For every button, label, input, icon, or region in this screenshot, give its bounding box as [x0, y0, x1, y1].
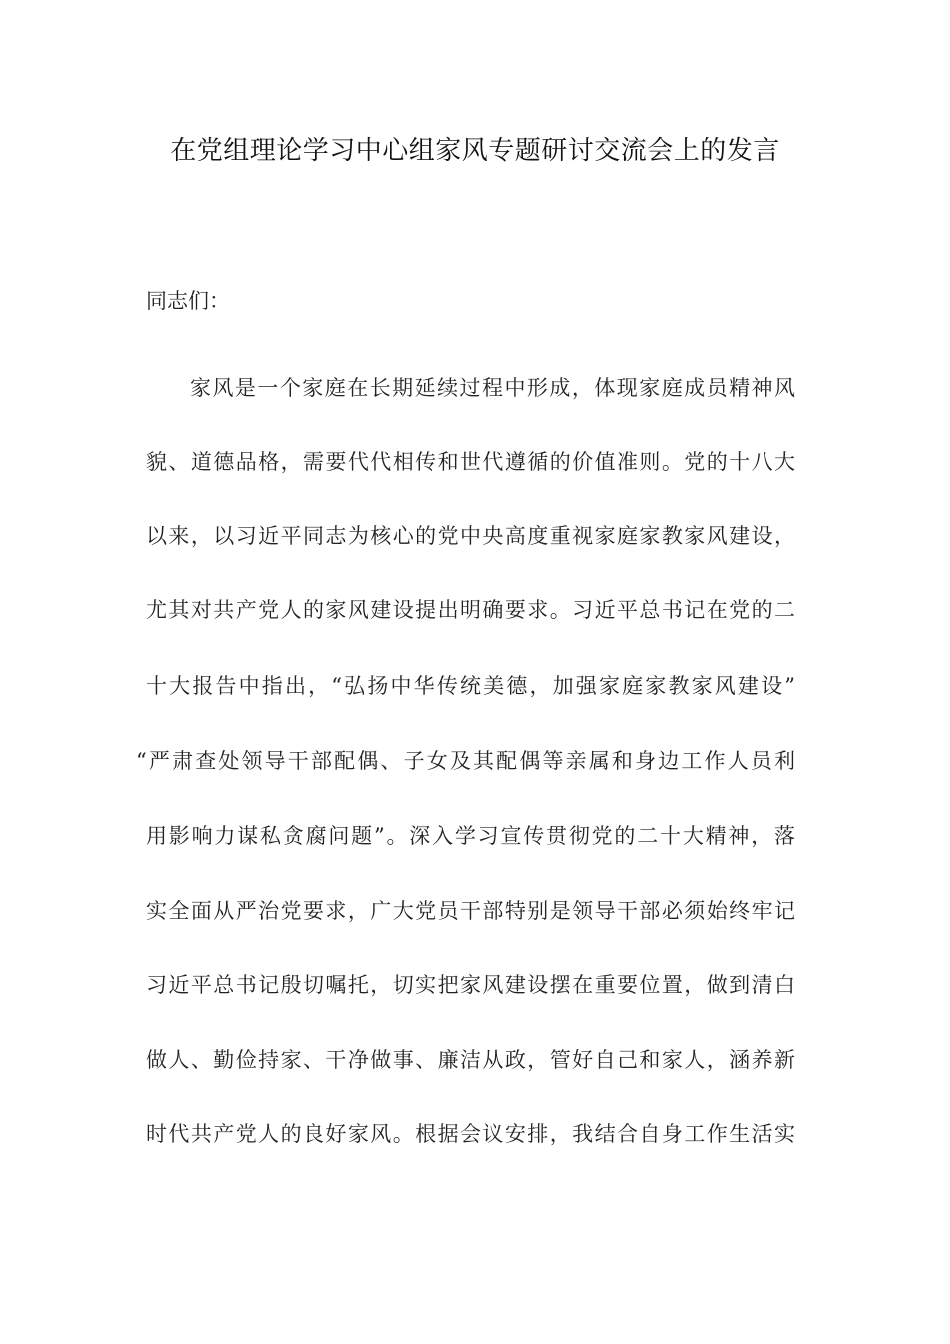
- paragraph-line: 用影响力谋私贪腐问题”。深入学习宣传贯彻党的二十大精神，落: [146, 824, 796, 848]
- paragraph-line: 习近平总书记殷切嘱托，切实把家风建设摆在重要位置，做到清白: [146, 973, 796, 997]
- paragraph-line: 十大报告中指出，“弘扬中华传统美德，加强家庭家教家风建设”: [146, 674, 796, 698]
- paragraph-line: “严肃查处领导干部配偶、子女及其配偶等亲属和身边工作人员利: [136, 749, 796, 773]
- paragraph-line: 做人、勤俭持家、干净做事、廉洁从政，管好自己和家人，涵养新: [146, 1048, 796, 1072]
- paragraph-line: 尤其对共产党人的家风建设提出明确要求。习近平总书记在党的二: [146, 598, 796, 622]
- paragraph-line: 以来，以习近平同志为核心的党中央高度重视家庭家教家风建设，: [146, 524, 796, 548]
- paragraph-line: 时代共产党人的良好家风。根据会议安排，我结合自身工作生活实: [146, 1122, 796, 1146]
- paragraph-line: 家风是一个家庭在长期延续过程中形成，体现家庭成员精神风: [190, 376, 796, 400]
- paragraph-line: 实全面从严治党要求，广大党员干部特别是领导干部必须始终牢记: [146, 899, 796, 923]
- document-title: 在党组理论学习中心组家风专题研讨交流会上的发言: [170, 136, 780, 166]
- salutation: 同志们：: [146, 289, 230, 313]
- paragraph-line: 貌、道德品格，需要代代相传和世代遵循的价值准则。党的十八大: [146, 450, 796, 474]
